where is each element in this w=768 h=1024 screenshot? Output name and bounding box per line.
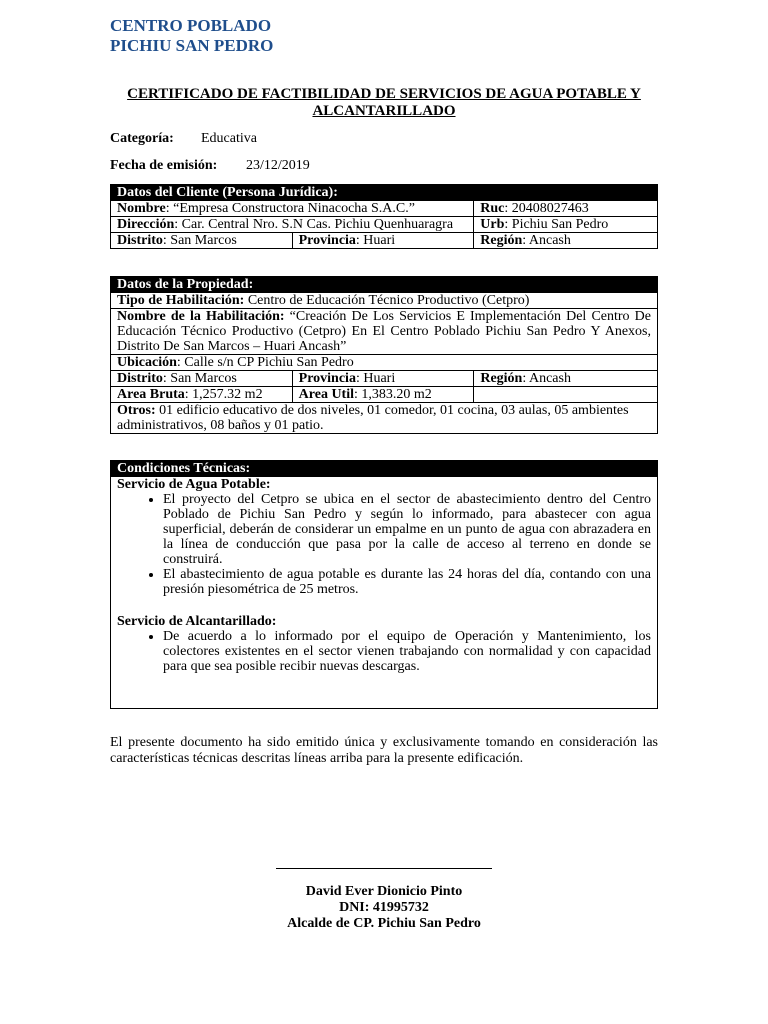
cliente-nombre-value: : “Empresa Constructora Ninacocha S.A.C.”	[165, 201, 415, 216]
propiedad-distrito-value: : San Marcos	[162, 371, 237, 386]
closing-paragraph: El presente documento ha sido emitido única y exclusivamente tomando en consideración las características técnicas descritas líneas arriba para la presente edificación.	[110, 735, 658, 766]
propiedad-distrito-label: Distrito	[117, 371, 163, 386]
propiedad-ubicacion-label: Ubicación	[117, 355, 177, 370]
propiedad-table	[110, 276, 658, 434]
alcantarillado-title: Servicio de Alcantarillado:	[117, 614, 277, 629]
fecha-field	[110, 158, 310, 174]
cliente-ruc-value: : 20408027463	[504, 201, 589, 216]
propiedad-area-bruta-cell	[111, 387, 293, 403]
cliente-ruc-cell	[474, 201, 658, 217]
propiedad-area-bruta-label: Area Bruta	[117, 387, 185, 402]
propiedad-tipo-cell	[111, 293, 658, 309]
signature-role: Alcalde de CP. Pichiu San Pedro	[287, 916, 481, 931]
header-block	[110, 16, 273, 56]
propiedad-otros-label: Otros:	[117, 403, 156, 418]
cliente-region-label: Región	[480, 233, 523, 248]
propiedad-nombre-cell	[111, 309, 658, 355]
list-item: • El proyecto del Cetpro se ubica en el sector de abastecimiento dentro del Centro Poblado de Pichiu San Pedro y según lo informado, para abastecer con agua superficial, deberán de considerar un empalme en un punto de agua con abrazadera en la línea de conducción que pasa por la calle de acceso al terreno en donde se construirá.	[163, 492, 651, 567]
cliente-provincia-cell	[292, 233, 474, 249]
propiedad-region-cell	[474, 371, 658, 387]
document-title: CERTIFICADO DE FACTIBILIDAD DE SERVICIOS DE AGUA POTABLE Y ALCANTARILLADO	[127, 86, 641, 119]
header-line-2: PICHIU SAN PEDRO	[110, 36, 274, 55]
propiedad-ubicacion-value: : Calle s/n CP Pichiu San Pedro	[176, 355, 354, 370]
propiedad-otros-cell	[111, 403, 658, 434]
propiedad-nombre-value: “Creación De Los Servicios E Implementación Del Centro De Educación Técnico Productivo (Cetpro) En El Centro Poblado Pichiu San Pedro Y Anexos, Distrito De San Marcos – Huari Ancash”	[117, 309, 651, 354]
signature-block	[234, 884, 534, 932]
propiedad-region-value: : Ancash	[522, 371, 571, 386]
categoria-field	[110, 131, 257, 147]
cliente-urb-label: Urb	[480, 217, 505, 232]
propiedad-distrito-cell	[111, 371, 293, 387]
propiedad-area-util-label: Area Util	[298, 387, 354, 402]
fecha-value: 23/12/2019	[246, 158, 310, 173]
signature-line	[276, 868, 492, 869]
cliente-distrito-cell	[111, 233, 293, 249]
propiedad-provincia-value: : Huari	[355, 371, 396, 386]
cliente-provincia-value: : Huari	[355, 233, 396, 248]
list-item: • De acuerdo a lo informado por el equipo de Operación y Mantenimiento, los colectores existentes en el sector vienen trabajando con normalidad y con capacidad para que sea posible recibir nuevas descargas.	[163, 629, 651, 674]
propiedad-tipo-value: Centro de Educación Técnico Productivo (Cetpro)	[244, 293, 530, 308]
header-line-1: CENTRO POBLADO	[110, 16, 272, 35]
cliente-region-value: : Ancash	[522, 233, 571, 248]
signature-dni: DNI: 41995732	[339, 900, 429, 915]
condiciones-box	[110, 460, 658, 709]
cliente-nombre-cell	[111, 201, 474, 217]
cliente-direccion-value: : Car. Central Nro. S.N Cas. Pichiu Quenhuaragra	[174, 217, 454, 232]
agua-title: Servicio de Agua Potable:	[117, 477, 271, 492]
propiedad-tipo-label: Tipo de Habilitación:	[117, 293, 245, 308]
propiedad-nombre-label: Nombre de la Habilitación:	[117, 309, 285, 324]
categoria-value: Educativa	[201, 131, 257, 146]
cliente-table	[110, 184, 658, 249]
condiciones-heading: Condiciones Técnicas:	[111, 461, 657, 477]
cliente-direccion-label: Dirección	[117, 217, 175, 232]
categoria-label: Categoría:	[110, 131, 174, 146]
cliente-provincia-label: Provincia	[298, 233, 356, 248]
fecha-label: Fecha de emisión:	[110, 158, 218, 173]
cliente-heading: Datos del Cliente (Persona Jurídica):	[111, 185, 658, 201]
alcantarillado-list	[111, 629, 657, 674]
cliente-region-cell	[474, 233, 658, 249]
propiedad-area-util-value: : 1,383.20 m2	[354, 387, 432, 402]
cliente-distrito-label: Distrito	[117, 233, 163, 248]
propiedad-heading: Datos de la Propiedad:	[111, 277, 658, 293]
propiedad-otros-value: 01 edificio educativo de dos niveles, 01 comedor, 01 cocina, 03 aulas, 05 ambientes administrativos, 08 baños y 01 patio.	[117, 403, 629, 433]
propiedad-area-bruta-value: : 1,257.32 m2	[184, 387, 263, 402]
cliente-distrito-value: : San Marcos	[162, 233, 237, 248]
propiedad-provincia-cell	[292, 371, 474, 387]
cliente-urb-value: : Pichiu San Pedro	[504, 217, 609, 232]
list-item: • El abastecimiento de agua potable es durante las 24 horas del día, contando con una presión piesométrica de 25 metros.	[163, 567, 651, 597]
propiedad-provincia-label: Provincia	[298, 371, 356, 386]
propiedad-region-label: Región	[480, 371, 523, 386]
signature-name: David Ever Dionicio Pinto	[305, 884, 463, 899]
propiedad-area-util-cell	[292, 387, 474, 403]
cliente-ruc-label: Ruc	[480, 201, 505, 216]
cliente-nombre-label: Nombre	[117, 201, 166, 216]
agua-list	[111, 492, 657, 597]
cliente-direccion-cell	[111, 217, 474, 233]
propiedad-empty-cell	[474, 387, 658, 403]
cliente-urb-cell	[474, 217, 658, 233]
propiedad-ubicacion-cell	[111, 355, 658, 371]
